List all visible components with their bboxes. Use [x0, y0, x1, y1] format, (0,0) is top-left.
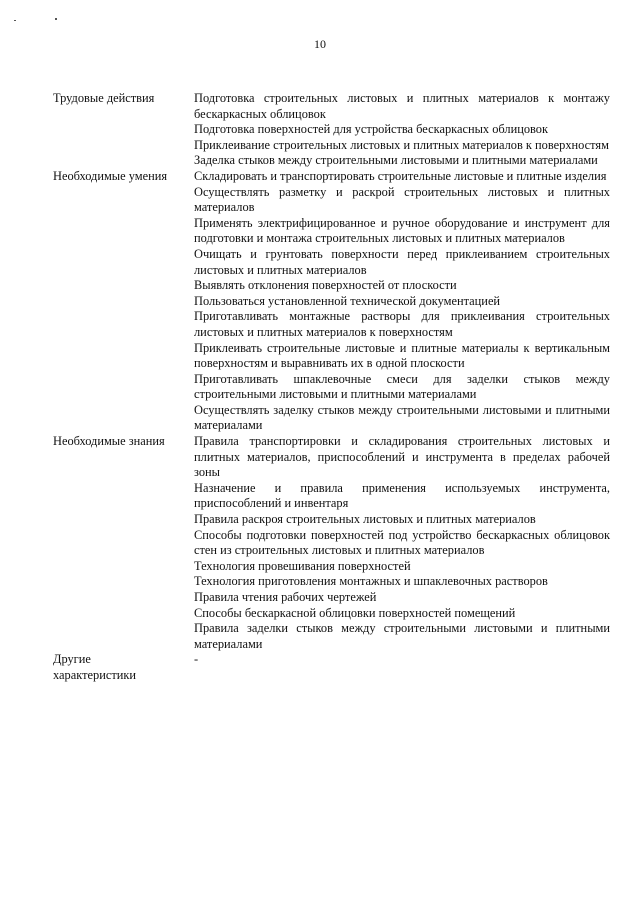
scan-speck [14, 20, 16, 21]
list-item: Применять электрифицированное и ручное оборудование и инструмент для подготовки и монтажа строительных листовых и плитных материалов [194, 215, 610, 246]
section-label-required-knowledge: Необходимые знания [53, 434, 165, 449]
list-item: Технология провешивания поверхностей [194, 558, 411, 573]
list-item: Правила заделки стыков между строительными листовыми и плитными материалами [194, 621, 610, 651]
list-item: Осуществлять заделку стыков между строительными листовыми и плитными материалами [194, 402, 610, 433]
requirements-table [53, 91, 610, 684]
list-item: Выявлять отклонения поверхностей от плоскости [194, 278, 457, 293]
list-item: Правила раскроя строительных листовых и плитных материалов [194, 512, 536, 527]
list-item: Правила транспортировки и складирования строительных листовых и плитных материалов, приспособлений и инструмента в пределах рабочей зоны [194, 434, 610, 480]
list-item: Осуществлять разметку и раскрой строительных листовых и плитных материалов [194, 184, 610, 215]
list-item: Способы подготовки поверхностей под устройство бескаркасных облицовок стен из строительных листовых и плитных материалов [194, 527, 610, 558]
list-item: Очищать и грунтовать поверхности перед приклеиванием строительных листовых и плитных материалов [194, 246, 610, 277]
list-item: Способы бескаркасной облицовки поверхностей помещений [194, 605, 516, 620]
section-label-required-skills: Необходимые умения [53, 168, 168, 183]
section-label-other-characteristics: Другие характеристики [53, 652, 137, 682]
section-items-other-characteristics [194, 652, 610, 683]
list-item: Приготавливать шпаклевочные смеси для заделки стыков между строительными листовыми и плитными материалами [194, 371, 610, 402]
list-item: Складировать и транспортировать строительные листовые и плитные изделия [194, 168, 607, 183]
section-items-required-skills [194, 169, 610, 434]
list-item: Пользоваться установленной технической документацией [194, 293, 501, 308]
page-number: 10 [314, 37, 326, 51]
list-item: Правила чтения рабочих чертежей [194, 590, 377, 604]
scan-speck [55, 18, 57, 20]
list-item: Подготовка поверхностей для устройства бескаркасных облицовок [194, 122, 549, 137]
list-item: Приготавливать монтажные растворы для приклеивания строительных листовых и плитных материалов к поверхностям [194, 309, 610, 339]
list-item: - [194, 652, 199, 667]
section-label-labor-actions: Трудовые действия [53, 91, 155, 105]
section-items-required-knowledge [194, 434, 610, 652]
section-items-labor-actions [194, 91, 610, 169]
list-item: Подготовка строительных листовых и плитных материалов к монтажу бескаркасных облицовок [194, 91, 610, 121]
list-item: Приклеивание строительных листовых и плитных материалов к поверхностям [194, 137, 609, 152]
list-item: Назначение и правила применения используемых инструмента, приспособлений и инвентаря [194, 480, 610, 511]
list-item: Заделка стыков между строительными листовыми и плитными материалами [194, 153, 598, 168]
list-item: Технология приготовления монтажных и шпаклевочных растворов [194, 574, 548, 589]
list-item: Приклеивать строительные листовые и плитные материалы к вертикальным поверхностям и выравнивать их в одной плоскости [194, 340, 610, 371]
